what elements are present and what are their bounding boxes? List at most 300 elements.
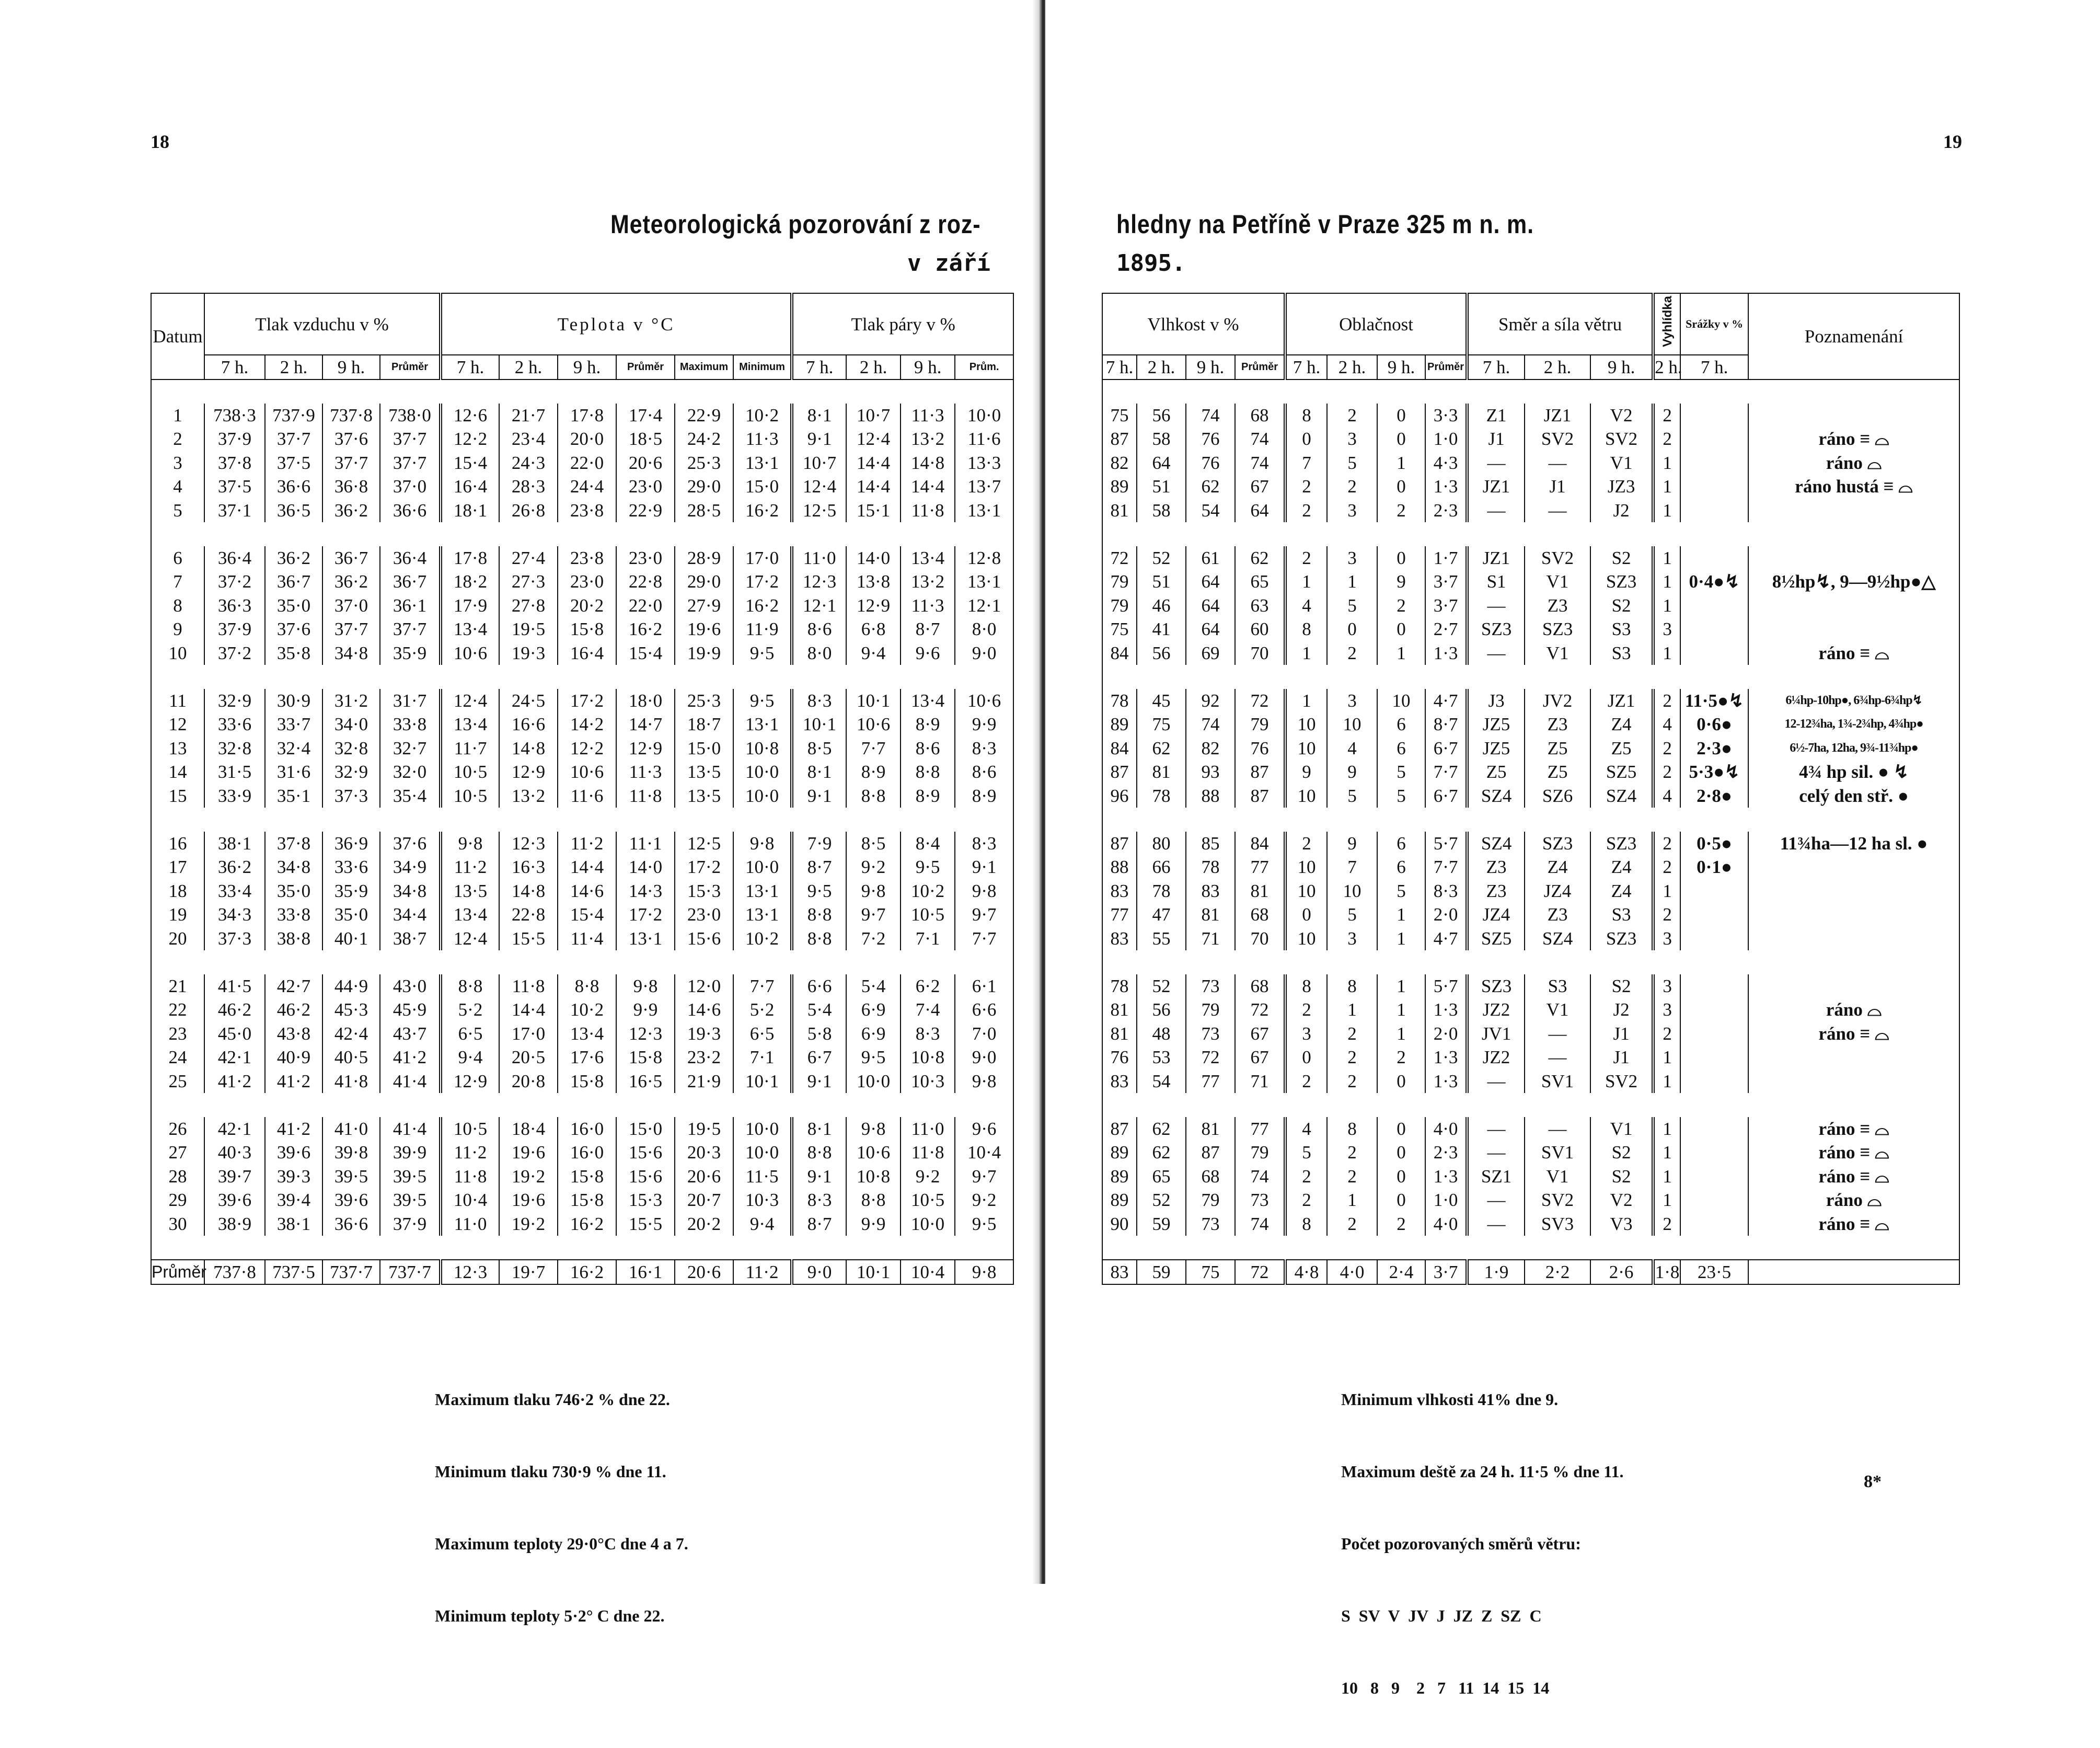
remark-cell: ráno ≡ ⌓ bbox=[1748, 1212, 1959, 1236]
table-cell: 11·8 bbox=[441, 1165, 499, 1189]
table-cell: 22·0 bbox=[616, 594, 675, 618]
table-cell: 10·1 bbox=[846, 689, 901, 713]
table-cell: 43·8 bbox=[265, 1022, 322, 1046]
table-cell: 31·2 bbox=[322, 689, 380, 713]
table-cell: 2 bbox=[1377, 1212, 1425, 1236]
table-cell: 46·2 bbox=[204, 998, 265, 1022]
table-cell: 12·5 bbox=[675, 832, 733, 856]
table-cell: 40·1 bbox=[322, 927, 380, 951]
summary-cell: 23·5 bbox=[1680, 1260, 1748, 1284]
table-cell: 23·0 bbox=[675, 903, 733, 927]
spacer-cell bbox=[151, 380, 1013, 404]
summary-cell: 16·2 bbox=[558, 1260, 616, 1284]
table-cell: 9 bbox=[1327, 760, 1377, 784]
table-cell: 2 bbox=[1285, 998, 1327, 1022]
table-cell: 10·6 bbox=[846, 712, 901, 737]
summary-cell: 9·8 bbox=[955, 1260, 1013, 1284]
table-cell: 2 bbox=[1327, 1212, 1377, 1236]
table-cell: V1 bbox=[1525, 641, 1590, 665]
table-cell: — bbox=[1525, 1045, 1590, 1070]
table-cell: 85 bbox=[1186, 832, 1235, 856]
remark-cell bbox=[1748, 1070, 1959, 1094]
table-cell: 78 bbox=[1137, 784, 1186, 808]
table-cell: 1 bbox=[1377, 927, 1425, 951]
table-cell: 20·6 bbox=[616, 451, 675, 475]
table-cell: S1 bbox=[1467, 570, 1525, 594]
table-cell: 67 bbox=[1235, 475, 1285, 499]
table-cell: 9·4 bbox=[733, 1212, 792, 1236]
table-cell: 59 bbox=[1137, 1212, 1186, 1236]
table-cell: 42·1 bbox=[204, 1117, 265, 1141]
table-cell: 96 bbox=[1102, 784, 1137, 808]
table-cell: 17·2 bbox=[733, 570, 792, 594]
table-cell: 36·2 bbox=[204, 855, 265, 879]
spacer-row bbox=[1102, 1093, 1959, 1117]
table-cell: 9·2 bbox=[955, 1188, 1013, 1212]
humidity-header: Vlhkost v % bbox=[1102, 293, 1285, 355]
column-header: Minimum bbox=[733, 355, 792, 380]
table-cell: 36·2 bbox=[322, 499, 380, 523]
table-cell: 12·6 bbox=[441, 404, 499, 428]
table-row bbox=[1102, 641, 1959, 665]
table-cell: 8·3 bbox=[792, 689, 846, 713]
table-cell: Z5 bbox=[1525, 737, 1590, 761]
table-row bbox=[1102, 451, 1959, 475]
table-cell: 26 bbox=[151, 1117, 204, 1141]
precipitation-cell bbox=[1680, 1141, 1748, 1165]
table-cell: 29·0 bbox=[675, 570, 733, 594]
table-cell: 37·7 bbox=[380, 427, 441, 451]
table-row bbox=[1102, 1117, 1959, 1141]
table-cell: 10·0 bbox=[733, 855, 792, 879]
table-row bbox=[151, 689, 1013, 713]
precipitation-cell bbox=[1680, 998, 1748, 1022]
table-cell: JZ4 bbox=[1525, 879, 1590, 903]
table-cell: 76 bbox=[1186, 451, 1235, 475]
remark-cell: 8½hp↯, 9—9½hp●△ bbox=[1748, 570, 1959, 594]
table-cell: 8·1 bbox=[792, 404, 846, 428]
table-cell: 24 bbox=[151, 1045, 204, 1070]
table-cell: 3 bbox=[1653, 998, 1680, 1022]
table-cell: 8·8 bbox=[901, 760, 955, 784]
column-header: 2 h. bbox=[1653, 355, 1680, 380]
table-cell: 8 bbox=[1285, 404, 1327, 428]
table-cell: 11·8 bbox=[499, 974, 558, 998]
table-cell: 1 bbox=[1653, 1070, 1680, 1094]
table-cell: 2 bbox=[1653, 1022, 1680, 1046]
spacer-row bbox=[1102, 950, 1959, 974]
table-cell: Z1 bbox=[1467, 404, 1525, 428]
table-row bbox=[151, 784, 1013, 808]
table-row bbox=[1102, 760, 1959, 784]
table-cell: 14·7 bbox=[616, 712, 675, 737]
footer-line: Minimum teploty 5·2° C dne 22. bbox=[435, 1606, 665, 1625]
precipitation-cell bbox=[1680, 903, 1748, 927]
table-cell: 17 bbox=[151, 855, 204, 879]
column-header: Prům. bbox=[955, 355, 1013, 380]
table-cell: 1 bbox=[1327, 570, 1377, 594]
table-cell: 27·8 bbox=[499, 594, 558, 618]
table-cell: 11·4 bbox=[558, 927, 616, 951]
table-cell: Z4 bbox=[1525, 855, 1590, 879]
column-header: 9 h. bbox=[558, 355, 616, 380]
table-cell: 18·7 bbox=[675, 712, 733, 737]
table-cell: 9·8 bbox=[846, 1117, 901, 1141]
precipitation-cell: 0·5● bbox=[1680, 832, 1748, 856]
table-cell: 34·8 bbox=[322, 641, 380, 665]
table-row bbox=[1102, 1022, 1959, 1046]
table-cell: 5 bbox=[1377, 879, 1425, 903]
table-cell: 29 bbox=[151, 1188, 204, 1212]
table-cell: 56 bbox=[1137, 641, 1186, 665]
table-cell: 15·0 bbox=[733, 475, 792, 499]
table-cell: 3·7 bbox=[1425, 570, 1467, 594]
precipitation-cell bbox=[1680, 1070, 1748, 1094]
spacer-cell bbox=[1102, 808, 1959, 832]
table-row bbox=[151, 427, 1013, 451]
table-cell: 11·3 bbox=[733, 427, 792, 451]
table-cell: 19·5 bbox=[499, 617, 558, 641]
table-cell: 64 bbox=[1186, 594, 1235, 618]
right-page bbox=[1045, 0, 2100, 1697]
table-cell: 19·6 bbox=[499, 1188, 558, 1212]
column-header: 7 h. bbox=[441, 355, 499, 380]
table-cell: 8·9 bbox=[846, 760, 901, 784]
remark-cell: ráno ≡ ⌓ bbox=[1748, 1165, 1959, 1189]
table-cell: 1 bbox=[1653, 475, 1680, 499]
table-cell: 5·2 bbox=[441, 998, 499, 1022]
table-cell: 10 bbox=[1285, 784, 1327, 808]
table-cell: 81 bbox=[1186, 903, 1235, 927]
table-cell: 37·8 bbox=[265, 832, 322, 856]
table-cell: 11·1 bbox=[616, 832, 675, 856]
table-cell: 12·4 bbox=[441, 927, 499, 951]
table-cell: 87 bbox=[1102, 1117, 1137, 1141]
table-cell: SV2 bbox=[1525, 1188, 1590, 1212]
table-cell: 12·9 bbox=[441, 1070, 499, 1094]
table-cell: 17·8 bbox=[441, 546, 499, 570]
table-cell: 8·6 bbox=[792, 617, 846, 641]
table-cell: Z3 bbox=[1467, 879, 1525, 903]
table-cell: 11·8 bbox=[901, 1141, 955, 1165]
table-cell: 39·5 bbox=[380, 1188, 441, 1212]
table-cell: 30 bbox=[151, 1212, 204, 1236]
table-cell: 24·4 bbox=[558, 475, 616, 499]
table-cell: SZ6 bbox=[1525, 784, 1590, 808]
table-cell: 1 bbox=[1285, 689, 1327, 713]
table-cell: 9·0 bbox=[955, 641, 1013, 665]
table-cell: 40·3 bbox=[204, 1141, 265, 1165]
table-cell: J1 bbox=[1590, 1022, 1653, 1046]
table-cell: 36·9 bbox=[322, 832, 380, 856]
table-cell: 39·9 bbox=[380, 1141, 441, 1165]
table-cell: 83 bbox=[1102, 927, 1137, 951]
remark-cell: ráno ⌓ bbox=[1748, 998, 1959, 1022]
table-cell: 72 bbox=[1235, 689, 1285, 713]
table-cell: JZ3 bbox=[1590, 475, 1653, 499]
table-cell: 2 bbox=[1327, 1141, 1377, 1165]
table-cell: 65 bbox=[1137, 1165, 1186, 1189]
table-cell: 41 bbox=[1137, 617, 1186, 641]
table-cell: 2 bbox=[1327, 1165, 1377, 1189]
table-cell: 68 bbox=[1235, 404, 1285, 428]
table-cell: 21 bbox=[151, 974, 204, 998]
table-cell: 78 bbox=[1102, 689, 1137, 713]
table-cell: 2·3 bbox=[1425, 499, 1467, 523]
table-cell: 8·9 bbox=[901, 712, 955, 737]
table-cell: 87 bbox=[1102, 832, 1137, 856]
table-cell: 7·7 bbox=[733, 974, 792, 998]
table-cell: 13·5 bbox=[675, 784, 733, 808]
table-cell: 3 bbox=[1327, 427, 1377, 451]
table-cell: 2 bbox=[1327, 1070, 1377, 1094]
table-cell: 32·8 bbox=[322, 737, 380, 761]
table-cell: 6 bbox=[1377, 855, 1425, 879]
table-row bbox=[1102, 617, 1959, 641]
spacer-row bbox=[1102, 808, 1959, 832]
table-cell: 2·7 bbox=[1425, 617, 1467, 641]
summary-cell: 2·2 bbox=[1525, 1260, 1590, 1284]
table-cell: — bbox=[1467, 499, 1525, 523]
summary-cell: 737·8 bbox=[204, 1260, 265, 1284]
table-cell: 13·1 bbox=[616, 927, 675, 951]
table-cell: 75 bbox=[1102, 617, 1137, 641]
table-cell: 21·7 bbox=[499, 404, 558, 428]
table-cell: 41·4 bbox=[380, 1070, 441, 1094]
table-cell: 3·3 bbox=[1425, 404, 1467, 428]
precipitation-cell: 0·1● bbox=[1680, 855, 1748, 879]
table-cell: 83 bbox=[1186, 879, 1235, 903]
table-cell: 34·8 bbox=[380, 879, 441, 903]
table-cell: 5 bbox=[1327, 594, 1377, 618]
table-cell: 87 bbox=[1235, 760, 1285, 784]
table-cell: 22 bbox=[151, 998, 204, 1022]
footer-line: Maximum teploty 29·0°C dne 4 a 7. bbox=[435, 1534, 688, 1553]
table-cell: 20·8 bbox=[499, 1070, 558, 1094]
remark-cell: celý den stř. ● bbox=[1748, 784, 1959, 808]
table-cell: 15·4 bbox=[441, 451, 499, 475]
column-header: 7 h. bbox=[1102, 355, 1137, 380]
table-cell: 10 bbox=[1285, 855, 1327, 879]
table-cell: 14·6 bbox=[675, 998, 733, 1022]
precipitation-cell bbox=[1680, 499, 1748, 523]
table-cell: 28·3 bbox=[499, 475, 558, 499]
table-cell: 35·0 bbox=[265, 879, 322, 903]
table-cell: 10·5 bbox=[441, 760, 499, 784]
table-cell: 9·7 bbox=[955, 903, 1013, 927]
table-cell: 77 bbox=[1235, 855, 1285, 879]
table-cell: S2 bbox=[1590, 1165, 1653, 1189]
summary-cell: 83 bbox=[1102, 1260, 1137, 1284]
table-cell: 19·3 bbox=[499, 641, 558, 665]
table-cell: 5·7 bbox=[1425, 974, 1467, 998]
column-header: Průměr bbox=[1425, 355, 1467, 380]
table-cell: 8·3 bbox=[1425, 879, 1467, 903]
remark-cell: ráno ⌓ bbox=[1748, 451, 1959, 475]
footer-right bbox=[1341, 1339, 1623, 1748]
table-cell: 23·4 bbox=[499, 427, 558, 451]
table-cell: 9·4 bbox=[846, 641, 901, 665]
table-cell: 39·4 bbox=[265, 1188, 322, 1212]
table-cell: 15·3 bbox=[616, 1188, 675, 1212]
table-cell: 8·9 bbox=[901, 784, 955, 808]
table-cell: 0 bbox=[1377, 427, 1425, 451]
table-cell: 14·2 bbox=[558, 712, 616, 737]
table-cell: 2 bbox=[1327, 1045, 1377, 1070]
table-cell: 75 bbox=[1102, 404, 1137, 428]
table-cell: 52 bbox=[1137, 1188, 1186, 1212]
table-cell: 8·3 bbox=[792, 1188, 846, 1212]
table-cell: 5 bbox=[1377, 784, 1425, 808]
table-cell: 15·3 bbox=[675, 879, 733, 903]
table-cell: 70 bbox=[1235, 927, 1285, 951]
table-cell: 1 bbox=[1327, 998, 1377, 1022]
table-cell: 45 bbox=[1137, 689, 1186, 713]
table-cell: 35·4 bbox=[380, 784, 441, 808]
table-cell: 73 bbox=[1186, 1022, 1235, 1046]
table-cell: SZ3 bbox=[1525, 617, 1590, 641]
page-title-left: Meteorologická pozorování z roz- bbox=[610, 210, 981, 239]
table-cell: 7·7 bbox=[1425, 855, 1467, 879]
table-row bbox=[1102, 546, 1959, 570]
table-cell: 19·2 bbox=[499, 1212, 558, 1236]
table-cell: 13·8 bbox=[846, 570, 901, 594]
table-cell: 79 bbox=[1186, 1188, 1235, 1212]
summary-cell: 11·2 bbox=[733, 1260, 792, 1284]
table-cell: 2·0 bbox=[1425, 903, 1467, 927]
table-cell: 5 bbox=[1327, 903, 1377, 927]
table-cell: 40·9 bbox=[265, 1045, 322, 1070]
table-cell: 0 bbox=[1377, 617, 1425, 641]
table-cell: 23·2 bbox=[675, 1045, 733, 1070]
table-row bbox=[151, 1188, 1013, 1212]
summary-cell: 2·4 bbox=[1377, 1260, 1425, 1284]
table-cell: 9·5 bbox=[733, 689, 792, 713]
pressure-header: Tlak vzduchu v % bbox=[204, 293, 441, 355]
table-cell: 8 bbox=[1327, 974, 1377, 998]
table-cell: 19·3 bbox=[675, 1022, 733, 1046]
table-cell: 12·2 bbox=[558, 737, 616, 761]
table-cell: 18·1 bbox=[441, 499, 499, 523]
table-cell: 10·7 bbox=[846, 404, 901, 428]
table-cell: 2 bbox=[1327, 1022, 1377, 1046]
table-cell: 36·2 bbox=[265, 546, 322, 570]
spacer-cell bbox=[151, 522, 1013, 546]
footer-line: Počet pozorovaných směrů větru: bbox=[1341, 1534, 1581, 1553]
table-cell: 53 bbox=[1137, 1045, 1186, 1070]
table-cell: 10·6 bbox=[955, 689, 1013, 713]
summary-cell: 1·9 bbox=[1467, 1260, 1525, 1284]
table-cell: 10·5 bbox=[441, 784, 499, 808]
table-cell: 52 bbox=[1137, 974, 1186, 998]
table-cell: 36·4 bbox=[380, 546, 441, 570]
table-cell: 28·5 bbox=[675, 499, 733, 523]
table-cell: 83 bbox=[1102, 1070, 1137, 1094]
table-cell: 8·8 bbox=[846, 1188, 901, 1212]
table-cell: 13·4 bbox=[441, 903, 499, 927]
table-cell: 2 bbox=[1653, 832, 1680, 856]
remark-cell bbox=[1748, 499, 1959, 523]
table-cell: 42·7 bbox=[265, 974, 322, 998]
table-cell: V2 bbox=[1590, 1188, 1653, 1212]
table-cell: 15·6 bbox=[675, 927, 733, 951]
table-cell: 8·6 bbox=[955, 760, 1013, 784]
table-row bbox=[151, 855, 1013, 879]
precipitation-cell: 11·5●↯ bbox=[1680, 689, 1748, 713]
spacer-cell bbox=[151, 1236, 1013, 1260]
table-cell: 10·2 bbox=[733, 404, 792, 428]
table-cell: 39·6 bbox=[265, 1141, 322, 1165]
table-row bbox=[1102, 712, 1959, 737]
spacer-row bbox=[151, 665, 1013, 689]
table-cell: JZ5 bbox=[1467, 712, 1525, 737]
precipitation-cell bbox=[1680, 1117, 1748, 1141]
table-cell: 1·3 bbox=[1425, 1165, 1467, 1189]
table-cell: 1 bbox=[1653, 1045, 1680, 1070]
precipitation-header: Srážky v % bbox=[1680, 293, 1748, 355]
table-cell: 5·2 bbox=[733, 998, 792, 1022]
table-cell: SV2 bbox=[1590, 1070, 1653, 1094]
footer-line: Maximum deště za 24 h. 11·5 % dne 11. bbox=[1341, 1462, 1624, 1481]
table-cell: 6·5 bbox=[441, 1022, 499, 1046]
table-cell: 75 bbox=[1137, 712, 1186, 737]
table-cell: 3 bbox=[1327, 927, 1377, 951]
table-cell: 34·3 bbox=[204, 903, 265, 927]
table-cell: 16·3 bbox=[499, 855, 558, 879]
table-cell: 77 bbox=[1102, 903, 1137, 927]
table-cell: 74 bbox=[1186, 712, 1235, 737]
table-cell: 15·8 bbox=[558, 617, 616, 641]
table-cell: 37·1 bbox=[204, 499, 265, 523]
table-cell: 0 bbox=[1377, 1141, 1425, 1165]
table-cell: 11·8 bbox=[901, 499, 955, 523]
table-cell: V1 bbox=[1590, 1117, 1653, 1141]
table-cell: Z3 bbox=[1525, 594, 1590, 618]
table-cell: 71 bbox=[1186, 927, 1235, 951]
table-cell: 52 bbox=[1137, 546, 1186, 570]
summary-row bbox=[1102, 1260, 1959, 1284]
table-cell: 37·7 bbox=[380, 617, 441, 641]
table-cell: Z3 bbox=[1525, 903, 1590, 927]
summary-cell: 737·5 bbox=[265, 1260, 322, 1284]
table-cell: 89 bbox=[1102, 1165, 1137, 1189]
table-cell: 64 bbox=[1235, 499, 1285, 523]
table-cell: 7 bbox=[1285, 451, 1327, 475]
table-cell: 13·2 bbox=[901, 570, 955, 594]
table-cell: — bbox=[1467, 641, 1525, 665]
table-cell: 8·8 bbox=[792, 903, 846, 927]
table-cell: V1 bbox=[1525, 1165, 1590, 1189]
table-cell: 23·8 bbox=[558, 499, 616, 523]
precipitation-cell bbox=[1680, 1188, 1748, 1212]
table-row bbox=[1102, 1045, 1959, 1070]
table-cell: 15·8 bbox=[558, 1070, 616, 1094]
table-cell: 89 bbox=[1102, 1141, 1137, 1165]
table-cell: 11 bbox=[151, 689, 204, 713]
table-cell: 8·5 bbox=[846, 832, 901, 856]
table-cell: 12·3 bbox=[792, 570, 846, 594]
table-cell: 73 bbox=[1235, 1188, 1285, 1212]
table-cell: 6·6 bbox=[792, 974, 846, 998]
table-cell: 84 bbox=[1102, 641, 1137, 665]
table-cell: 1 bbox=[1377, 974, 1425, 998]
table-cell: 15·5 bbox=[616, 1212, 675, 1236]
table-cell: 51 bbox=[1137, 475, 1186, 499]
table-cell: 11·0 bbox=[441, 1212, 499, 1236]
signature-mark: 8* bbox=[1864, 1472, 1882, 1491]
table-cell: 9·2 bbox=[846, 855, 901, 879]
table-cell: 19·2 bbox=[499, 1165, 558, 1189]
